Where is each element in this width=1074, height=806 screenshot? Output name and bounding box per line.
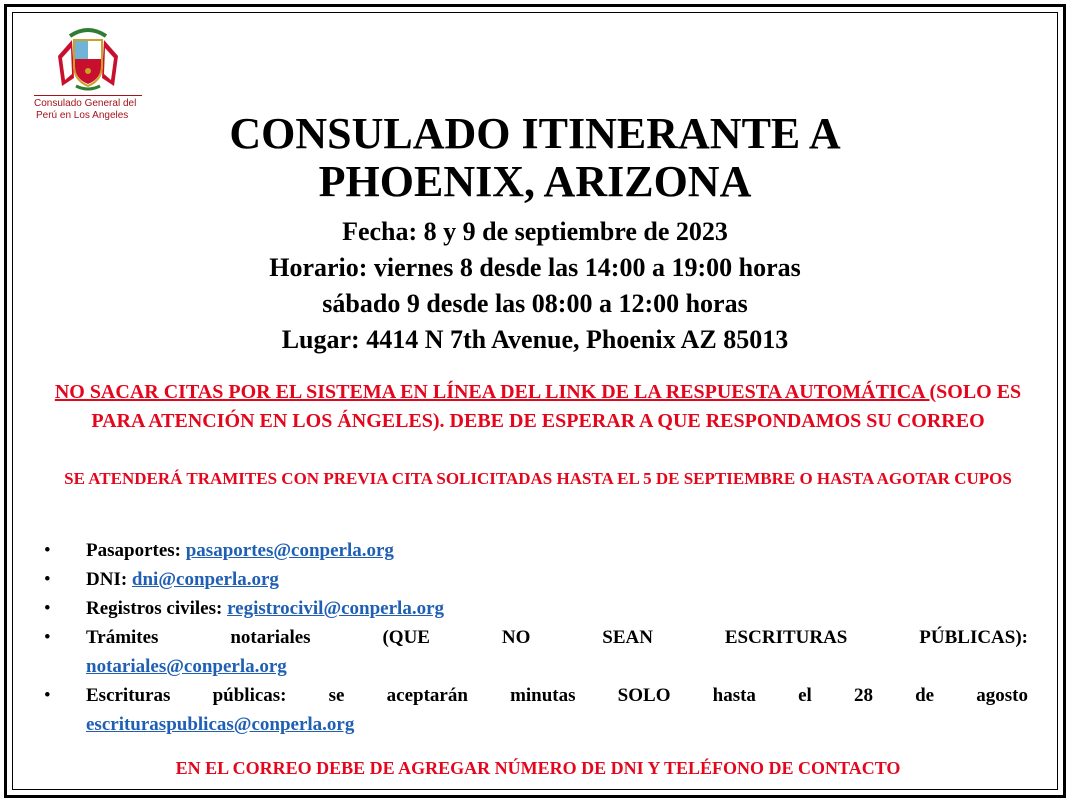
contact-label: Pasaportes: [86,540,186,561]
footer-instruction: EN EL CORREO DEBE DE AGREGAR NÚMERO DE DNI Y TELÉFONO DE CONTACTO [175,758,901,778]
page-title-line1: CONSULADO ITINERANTE A [229,109,841,158]
online-appointment-warning [40,378,1036,436]
list-item [40,565,1028,594]
peru-coat-of-arms-icon [52,26,124,92]
warning-underlined-text: NO SACAR CITAS POR EL SISTEMA EN LÍNEA DEL LINK DE LA RESPUESTA AUTOMÁTICA [54,381,930,403]
email-link-notariales[interactable]: notariales@conperla.org [86,656,287,677]
contact-email-list [40,536,1028,739]
list-item [40,594,1028,623]
event-schedule-friday: Horario: viernes 8 desde las 14:00 a 19:00 horas [269,253,801,282]
appointment-deadline-note: SE ATENDERÁ TRAMITES CON PREVIA CITA SOLICITADAS HASTA EL 5 DE SEPTIEMBRE O HASTA AGOTAR CUPOS [64,469,1012,488]
logo-caption-line1: Consulado General del [34,98,137,109]
contact-label: Registros civiles: [86,598,228,619]
logo-caption-line2: Perú en Los Angeles [36,110,129,121]
logo-divider [34,95,142,96]
event-location: Lugar: 4414 N 7th Avenue, Phoenix AZ 85013 [281,325,789,354]
warning-rest-text: (SOLO ES PARA ATENCIÓN EN LOS ÁNGELES). DEBE DE ESPERAR A QUE RESPONDAMOS SU CORREO [91,381,1022,432]
contact-label: • Trámites notariales (QUE NO SEAN ESCRITURAS PÚBLICAS): [86,627,1028,648]
contact-label: DNI: [86,569,132,590]
contact-label: • Escrituras públicas: se aceptarán minutas SOLO hasta el 28 de agosto [86,685,1028,706]
page-title-line2: PHOENIX, ARIZONA [318,157,752,206]
email-link-escrituras[interactable]: escrituraspublicas@conperla.org [86,714,355,735]
email-link-dni[interactable]: dni@conperla.org [131,569,279,590]
consulate-logo [34,26,146,122]
list-item [40,623,1028,681]
email-link-registro-civil[interactable]: registrocivil@conperla.org [227,598,445,619]
email-link-pasaportes[interactable]: pasaportes@conperla.org [185,540,394,561]
list-item [40,681,1028,739]
event-schedule-saturday: sábado 9 desde las 08:00 a 12:00 horas [322,289,748,318]
list-item [40,536,1028,565]
event-date: Fecha: 8 y 9 de septiembre de 2023 [342,217,728,246]
